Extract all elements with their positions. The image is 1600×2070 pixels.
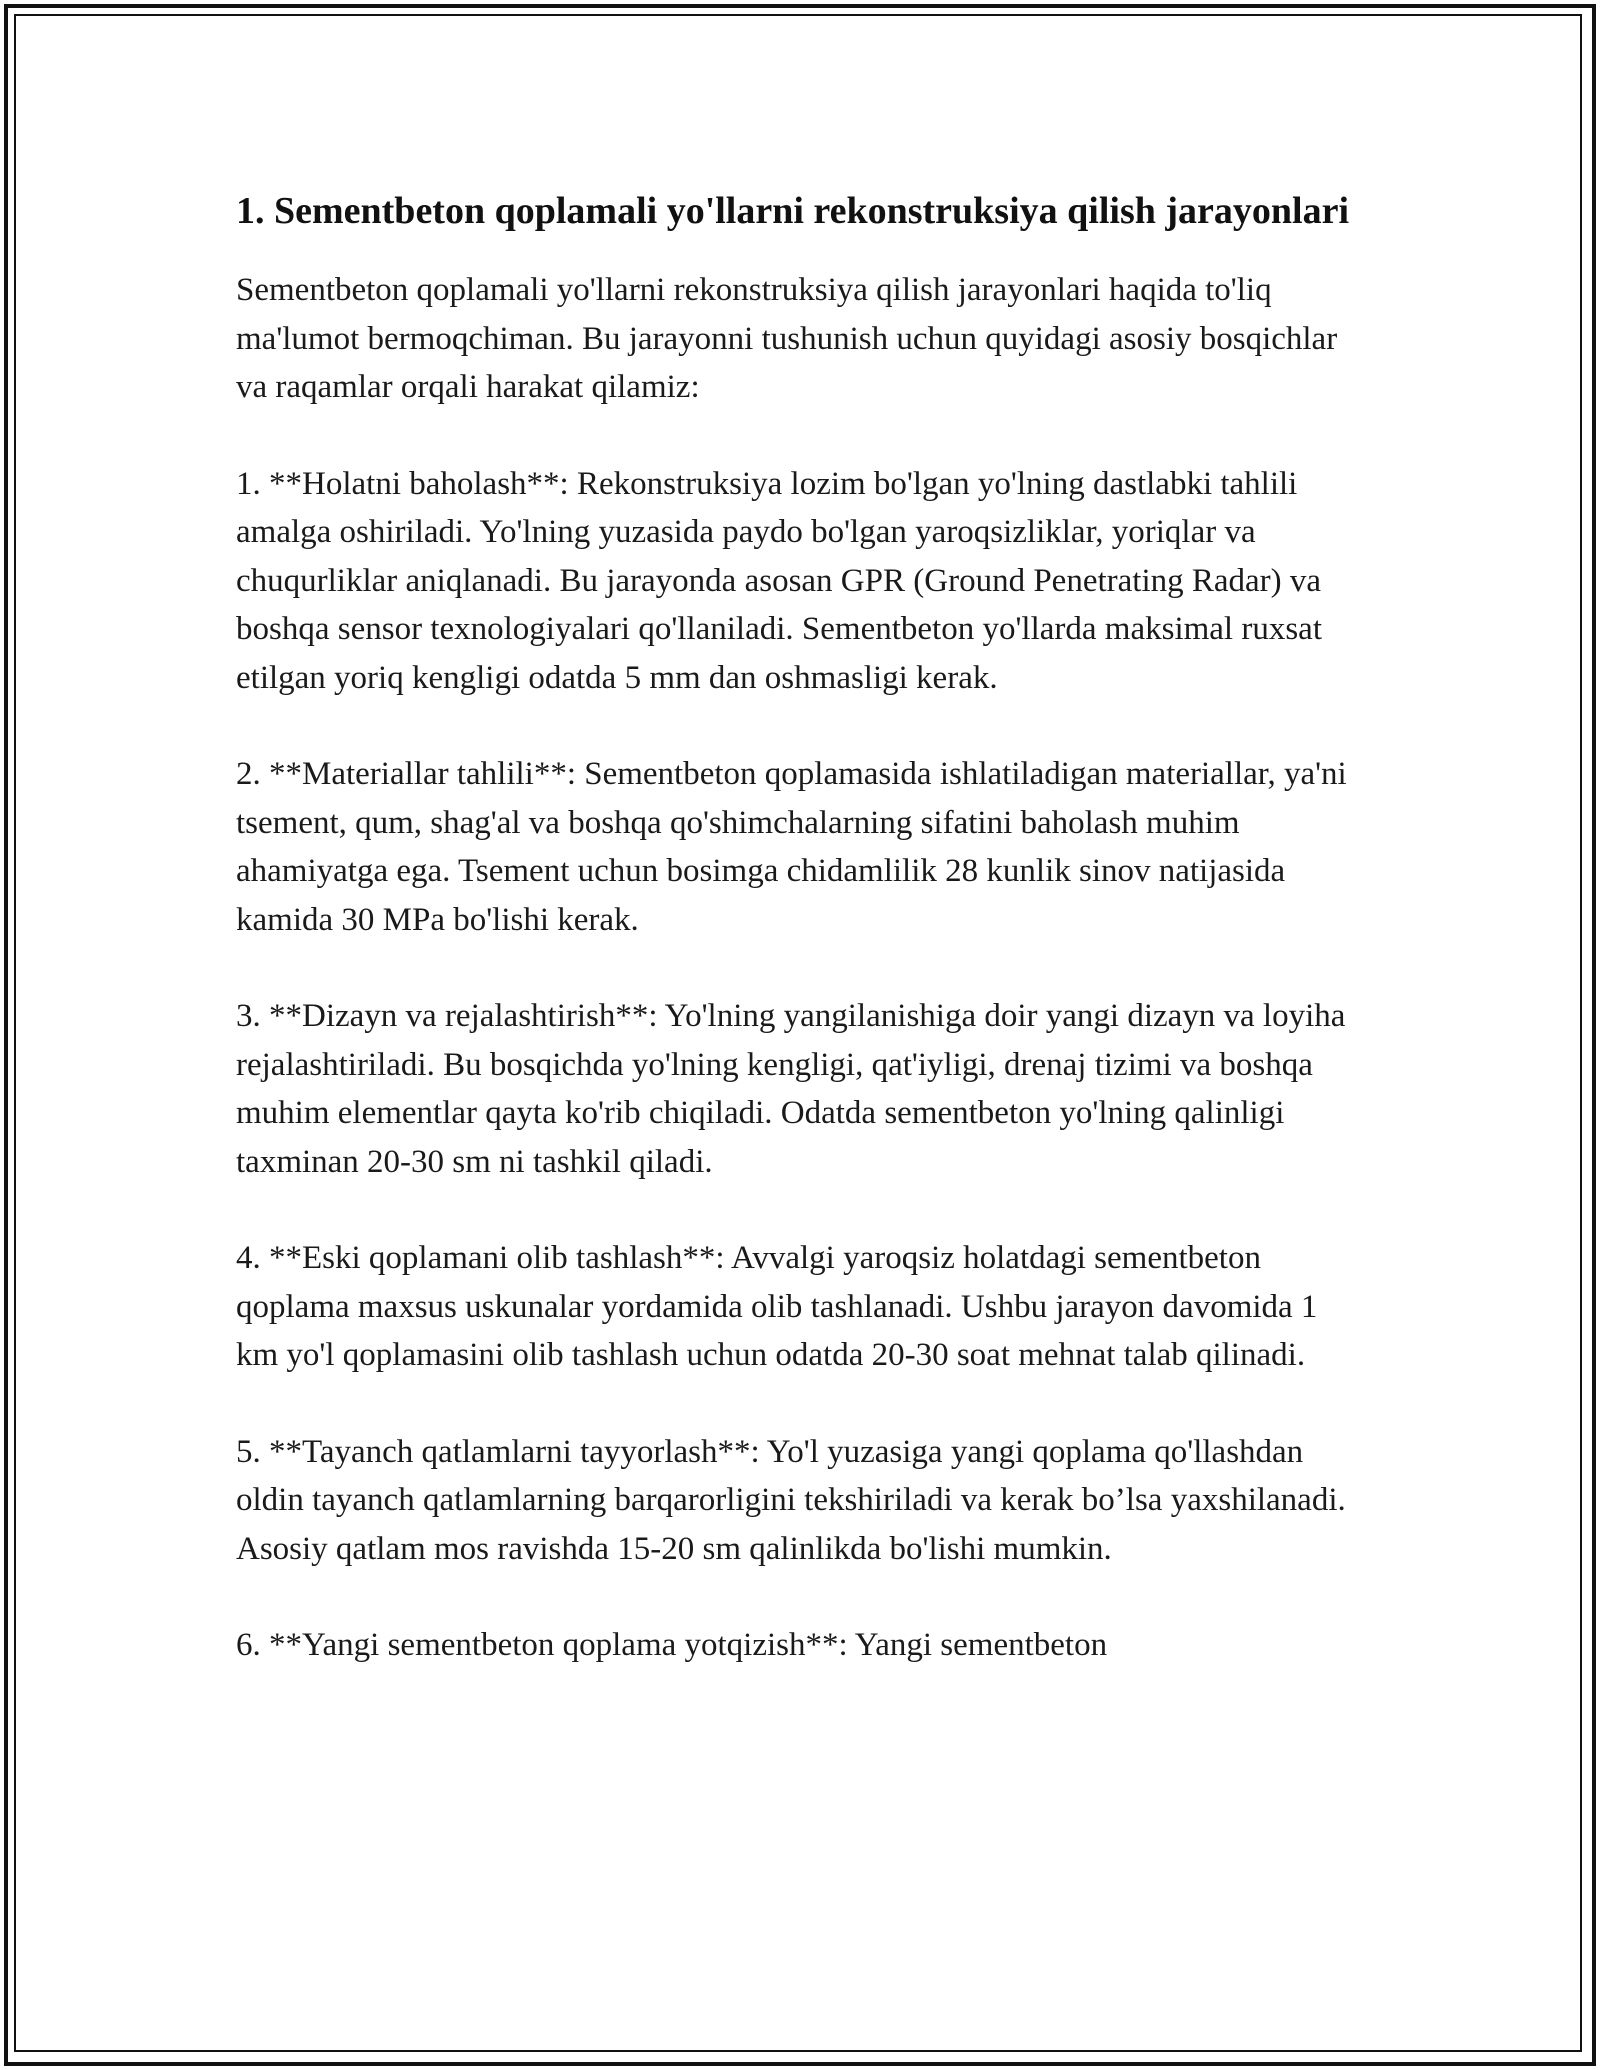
intro-paragraph: Sementbeton qoplamali yo'llarni rekonstruksiya qilish jarayonlari haqida to'liq ma'lumot bermoqchiman. Bu jarayonni tushunish uchun quyidagi asosiy bosqichlar va raqamlar orqali harakat qilamiz: xyxy=(236,272,1338,405)
step-1-paragraph: 1. **Holatni baholash**: Rekonstruksiya lozim bo'lgan yo'lning dastlabki tahlili amalga oshiriladi. Yo'lning yuzasida paydo bo'lgan yaroqsizliklar, yoriqlar va chuqurliklar aniqlanadi. Bu jarayonda asosan GPR (Ground Penetrating Radar) va boshqa sensor texnologiyalari qo'llaniladi. Sementbeton yo'llarda maksimal ruxsat etilgan yoriq kengligi odatda 5 mm dan oshmasligi kerak. xyxy=(236,465,1322,696)
document-body xyxy=(236,186,1366,1718)
step-5-paragraph: 5. **Tayanch qatlamlarni tayyorlash**: Yo'l yuzasiga yangi qoplama qo'llashdan oldin tayanch qatlamlarning barqarorligini tekshiriladi va kerak bo’lsa yaxshilanadi. Asosiy qatlam mos ravishda 15-20 sm qalinlikda bo'lishi mumkin. xyxy=(236,1433,1346,1567)
document-title: 1. Sementbeton qoplamali yo'llarni rekonstruksiya qilish jarayonlari xyxy=(236,190,1350,232)
step-4-paragraph: 4. **Eski qoplamani olib tashlash**: Avvalgi yaroqsiz holatdagi sementbeton qoplama maxsus uskunalar yordamida olib tashlanadi. Ushbu jarayon davomida 1 km yo'l qoplamasini olib tashlash uchun odatda 20-30 soat mehnat talab qilinadi. xyxy=(236,1240,1318,1373)
step-6-paragraph: 6. **Yangi sementbeton qoplama yotqizish**: Yangi sementbeton xyxy=(236,1627,1108,1663)
step-2-paragraph: 2. **Materiallar tahlili**: Sementbeton qoplamasida ishlatiladigan materiallar, ya'ni tsement, qum, shag'al va boshqa qo'shimchalarning sifatini baholash muhim ahamiyatga ega. Tsement uchun bosimga chidamlilik 28 kunlik sinov natijasida kamida 30 MPa bo'lishi kerak. xyxy=(236,756,1347,938)
step-3-paragraph: 3. **Dizayn va rejalashtirish**: Yo'lning yangilanishiga doir yangi dizayn va loyiha rejalashtiriladi. Bu bosqichda yo'lning kengligi, qat'iyligi, drenaj tizimi va boshqa muhim elementlar qayta ko'rib chiqiladi. Odatda sementbeton yo'lning qalinligi taxminan 20-30 sm ni tashkil qiladi. xyxy=(236,998,1346,1180)
